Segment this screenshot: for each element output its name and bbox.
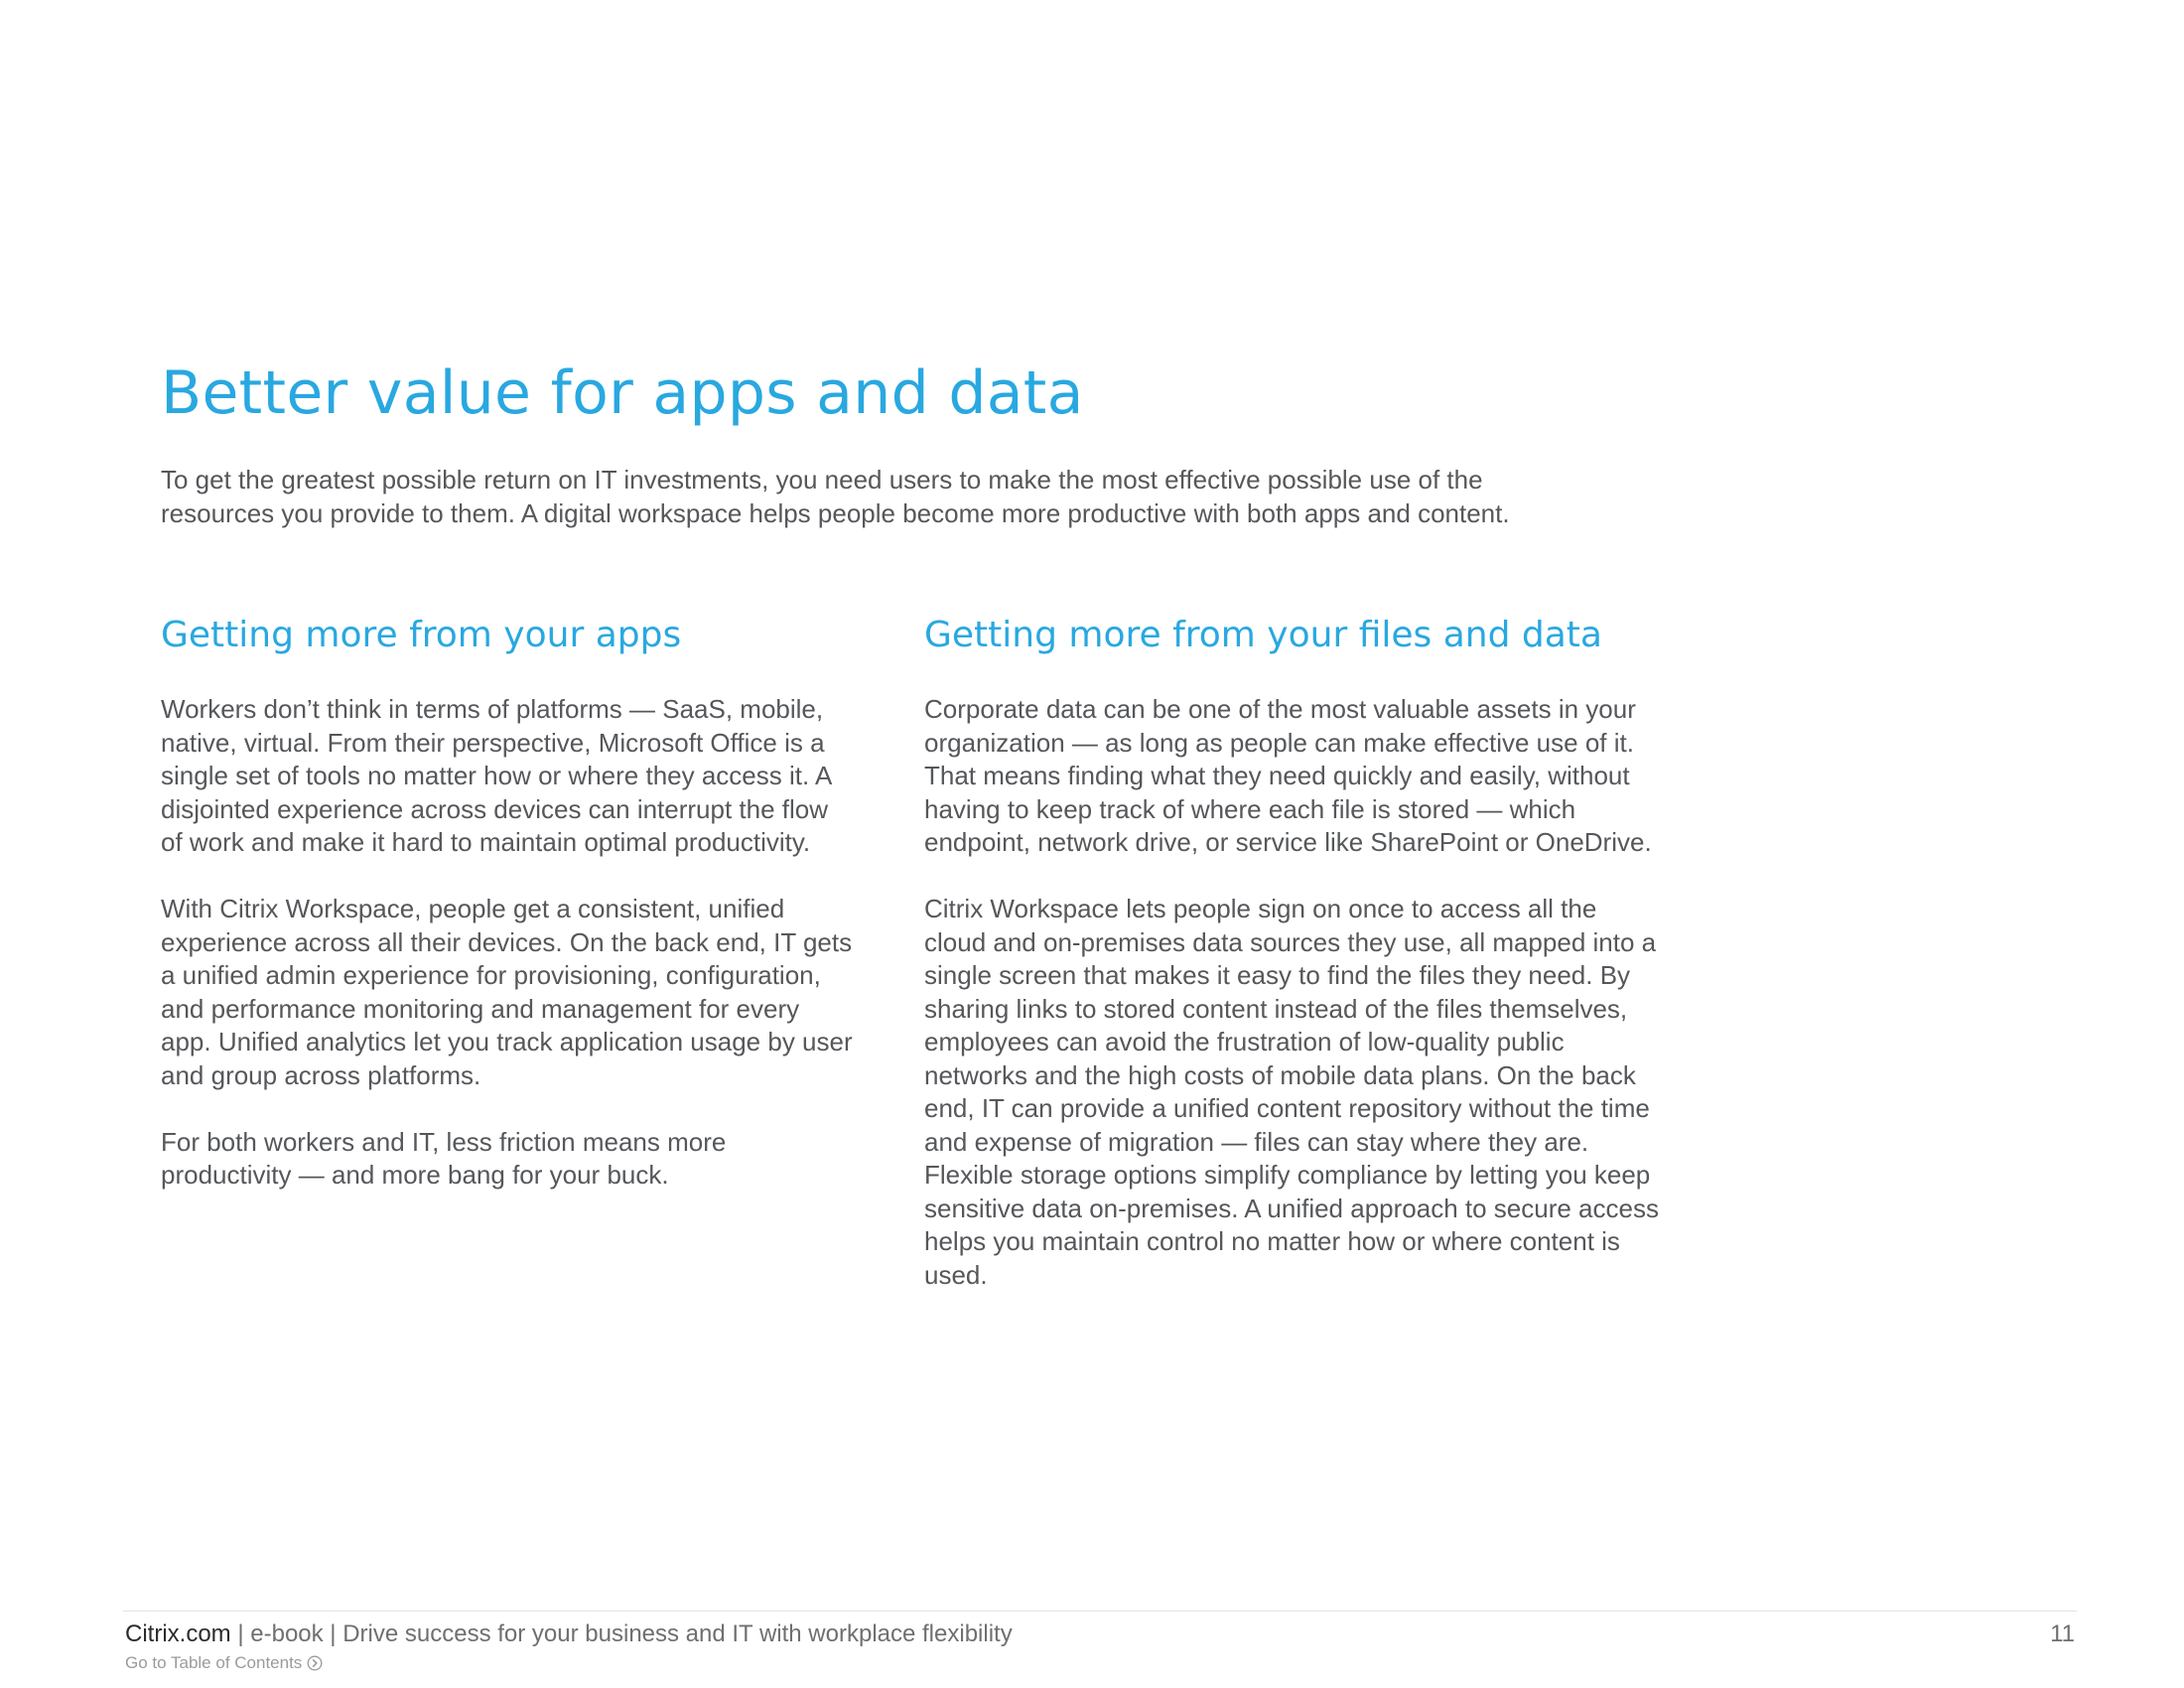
footer-divider: [123, 1611, 2077, 1612]
files-data-section: [924, 608, 1659, 1292]
footer-separator: |: [230, 1620, 251, 1647]
footer-brand-link[interactable]: Citrix.com: [125, 1620, 231, 1647]
apps-section-heading: Getting more from your apps: [161, 615, 682, 655]
footer-doc-type: e-book: [250, 1620, 324, 1647]
toc-link-label: Go to Table of Contents: [125, 1653, 303, 1672]
page-title: Better value for apps and data: [161, 358, 1084, 428]
files-data-paragraph-1: Corporate data can be one of the most valuable assets in your organization — as long as people can make effective use of it. That means finding what they need quickly and easily, without having to keep track of where each file is stored — which endpoint, network drive, or service like SharePoint or OneDrive.: [924, 694, 1652, 857]
files-data-paragraph-2: Citrix Workspace lets people sign on once to access all the cloud and on-premises data sources they use, all mapped into a single screen that makes it easy to find the files they need. By sharing links to stored content instead of the files themselves, employees can avoid the frustration of low-quality public networks and the high costs of mobile data plans. On the back end, IT can provide a unified content repository without the time and expense of migration — files can stay where they are. Flexible storage options simplify compliance by letting you keep sensitive data on-premises. A unified approach to secure access helps you maintain control no matter how or where content is used.: [924, 894, 1659, 1290]
footer-text: [125, 1618, 1013, 1650]
footer-separator: |: [323, 1620, 343, 1647]
footer-doc-title: Drive success for your business and IT with workplace flexibility: [342, 1620, 1013, 1647]
circle-chevron-right-icon: [307, 1655, 323, 1671]
apps-section: [161, 608, 856, 1193]
apps-paragraph-2: With Citrix Workspace, people get a consistent, unified experience across all their devices. On the back end, IT gets a unified admin experience for provisioning, configuration, and performance monitoring and management for every app. Unified analytics let you track application usage by user and group across platforms.: [161, 894, 853, 1090]
apps-paragraph-3: For both workers and IT, less friction means more productivity — and more bang for your buck.: [161, 1126, 727, 1190]
files-data-section-heading: Getting more from your files and data: [924, 615, 1602, 655]
intro-paragraph: To get the greatest possible return on IT investments, you need users to make the most effective possible use of the resources you provide to them. A digital workspace helps people become more productive with both apps and content.: [161, 465, 1510, 528]
apps-paragraph-1: Workers don’t think in terms of platforms — SaaS, mobile, native, virtual. From their perspective, Microsoft Office is a single set of tools no matter how or where they access it. A disjointed experience across devices can interrupt the flow of work and make it hard to maintain optimal productivity.: [161, 694, 831, 857]
table-of-contents-link[interactable]: [125, 1652, 323, 1674]
page-number: 11: [2050, 1620, 2075, 1647]
